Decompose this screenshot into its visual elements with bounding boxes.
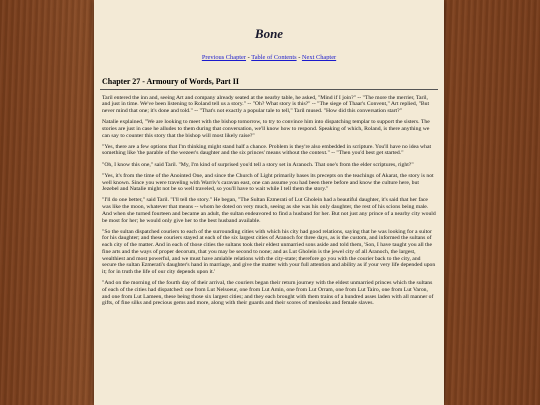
next-chapter-link[interactable]: Next Chapter — [301, 54, 337, 61]
chapter-text — [94, 95, 444, 307]
nav-separator: - — [296, 54, 302, 61]
chapter-navigation — [94, 54, 444, 61]
previous-chapter-link[interactable]: Previous Chapter — [201, 54, 247, 61]
paragraph: Taril entered the inn and, seeing Art and company already seated at the nearby table, he asked, "Mind if I join?" -- "The more the merrier, Taril, and just in time. We've been listening to Roland tell us a story." -- "Oh? What story is this?" -- "The siege of Thaar's Convent," Art replied, "But never mind that one; it's done and told." -- "That's not exactly a popular tale to tell," Taril mused. "How did this conversation start?" — [102, 94, 430, 114]
paragraph: "I'll do one better," said Taril. "I'll tell the story." He began, "The Sultan Ezmerati of Lut Gholein had a beautiful daughter, it's said that her face was like the moon, whatever that means -- whom he doted on very much, seeing as she was his only daughter, the rest of his scions being male. And when she turned fourteen and became an adult, the sultan endeavored to find a husband for her. But not just any prince of a nearby city would be most for her; he would only give her to the best husband available. — [102, 197, 436, 224]
paragraph: "So the sultan dispatched couriers to each of the surrounding cities with which his city had good relations, saying that he was looking for a suitor for his daughter; and these couriers stayed at each of the six largest cities of Aranoch for three days, as is the custom, and informed the sultans of each city of the matter. And in each of those cities the sultans took their eldest unmarried sons aside and told them, 'Son, I have taught you all the fine arts and the ways of proper decorum, that you may be second to none; and as Lut Gholein is the jewel city of all Aranoch, the largest, wealthiest and most powerful, and we must have amiable relations with the city-state; therefore go you with the courier back to the city, and secure the sultan Ezmerati's daughter's hand in marriage, and give the matter with your full attention and ability as if your very life depended upon it; for in truth the life of our city depends upon it.' — [102, 228, 436, 275]
table-of-contents-link[interactable]: Table of Contents — [251, 54, 297, 61]
paragraph: Natalie explained, "We are looking to meet with the bishop tomorrow, to try to convince him into dispatching templar to support the sisters. The stories are just in case he alludes to them during that conversation, we'll know how to respond. Speaking of which, Roland, is there anything we can say to counter this story that the bishop will most likely raise?" — [102, 119, 430, 139]
paragraph: "Yes, it's from the time of the Anointed One, and since the Church of Light primarily bases its precepts on the teachings of Akarat, the story is not well known. Since you were traveling with Warriv's caravan east, one can assume you had been there before and know the culture here, but Jezebel and Natalie might not be so well traveled, so you'll have to wait while I tell them the story." — [102, 172, 434, 193]
chapter-title: Chapter 27 - Armoury of Words, Part II — [102, 77, 240, 86]
divider — [100, 89, 438, 90]
paragraph: "Oh, I know this one," said Taril. "My, I'm kind of surprised you'd tell a story set in Aranoch. That one's from the elder scriptures, right?" — [102, 161, 414, 168]
book-title: Bone — [254, 26, 284, 41]
page-paper — [94, 0, 444, 405]
nav-separator: - — [246, 54, 252, 61]
paragraph: "And on the morning of the fourth day of their arrival, the couriers began their return journey with the eldest unmarried princes which the sultans of each of the cities had dispatched: one from Lut Nelsoeur, one from Lut Amin, one from Lut Orram, one from Lut Tairo, one from Lut Varon, and one from Lut Lameen, these being those six largest cities; and they each brought with them trains of a hundred asses laden with all manner of gifts, of fine silks and precious gems and more, along with their guards and their scores of menlooks and female slaves. — [102, 280, 434, 307]
paragraph: "Yes, there are a few options that I'm thinking might stand half a chance. Problem is they're also embedded in scripture. You'll have no idea what something like 'the parable of the wezeer's daughter and the six princes' means without the context." -- "Then you'd best get started." — [102, 143, 432, 157]
